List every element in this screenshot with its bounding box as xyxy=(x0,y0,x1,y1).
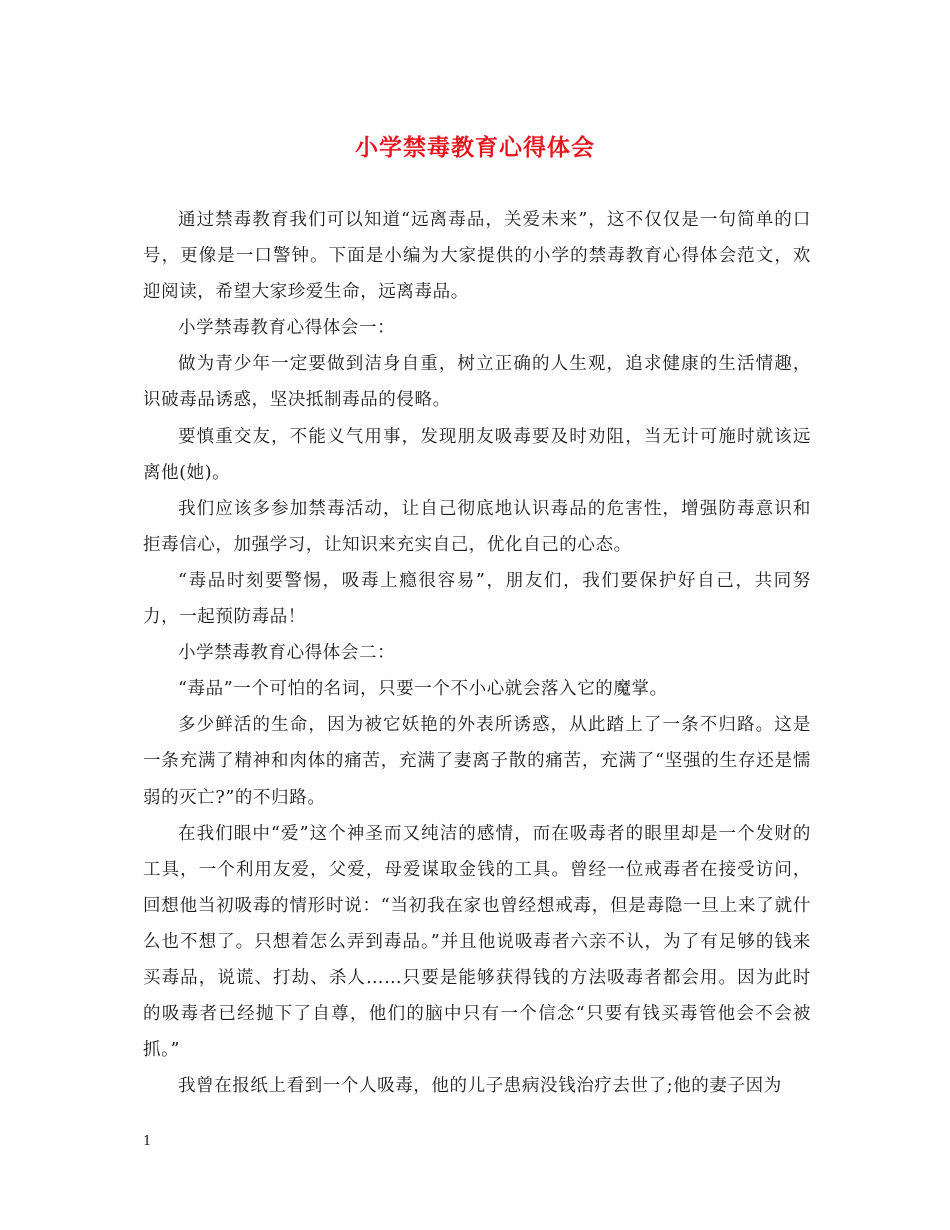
paragraph: 要慎重交友，不能义气用事，发现朋友吸毒要及时劝阻，当无计可施时就该远离他(她)。 xyxy=(143,426,811,483)
paragraph: “毒品时刻要警惕，吸毒上瘾很容易”，朋友们，我们要保护好自己，共同努力，一起预防毒品！ xyxy=(143,570,811,628)
section-heading-one: 小学禁毒教育心得体会一： xyxy=(178,318,396,339)
document-body xyxy=(143,202,811,1104)
paragraph-intro: 通过禁毒教育我们可以知道“远离毒品，关爱未来”，这不仅仅是一句简单的口号，更像是一口警钟。下面是小编为大家提供的小学的禁毒教育心得体会范文，欢迎阅读，希望大家珍爱生命，远离毒品。 xyxy=(143,210,811,303)
paragraph: 做为青少年一定要做到洁身自重，树立正确的人生观，追求健康的生活情趣，识破毒品诱惑，坚决抵制毒品的侵略。 xyxy=(143,354,811,411)
paragraph: 我们应该多参加禁毒活动，让自己彻底地认识毒品的危害性，增强防毒意识和拒毒信心，加强学习，让知识来充实自己，优化自己的心态。 xyxy=(143,498,811,555)
page-number: 1 xyxy=(143,1134,152,1149)
paragraph: 我曾在报纸上看到一个人吸毒，他的儿子患病没钱治疗去世了;他的妻子因为 xyxy=(178,1076,782,1097)
paragraph: 在我们眼中“爱”这个神圣而又纯洁的感情，而在吸毒者的眼里却是一个发财的工具，一个利用友爱，父爱，母爱谋取金钱的工具。曾经一位戒毒者在接受访问，回想他当初吸毒的情形时说：“当初我在家也曾经想戒毒，但是毒隐一旦上来了就什么也不想了。只想着怎么弄到毒品。”并且他说吸毒者六亲不认，为了有足够的钱来买毒品，说谎、打劫、杀人……只要是能够获得钱的方法吸毒者都会用。因为此时的吸毒者已经抛下了自尊，他们的脑中只有一个信念“只要有钱买毒管他会不会被抓。” xyxy=(143,823,811,1061)
paragraph: “毒品”一个可怕的名词，只要一个不小心就会落入它的魔掌。 xyxy=(178,679,668,700)
paragraph: 多少鲜活的生命，因为被它妖艳的外表所诱惑，从此踏上了一条不归路。这是一条充满了精神和肉体的痛苦，充满了妻离子散的痛苦，充满了“坚强的生存还是懦弱的灭亡?”的不归路。 xyxy=(143,715,811,808)
document-title: 小学禁毒教育心得体会 xyxy=(355,134,595,161)
section-heading-two: 小学禁毒教育心得体会二： xyxy=(178,643,396,664)
